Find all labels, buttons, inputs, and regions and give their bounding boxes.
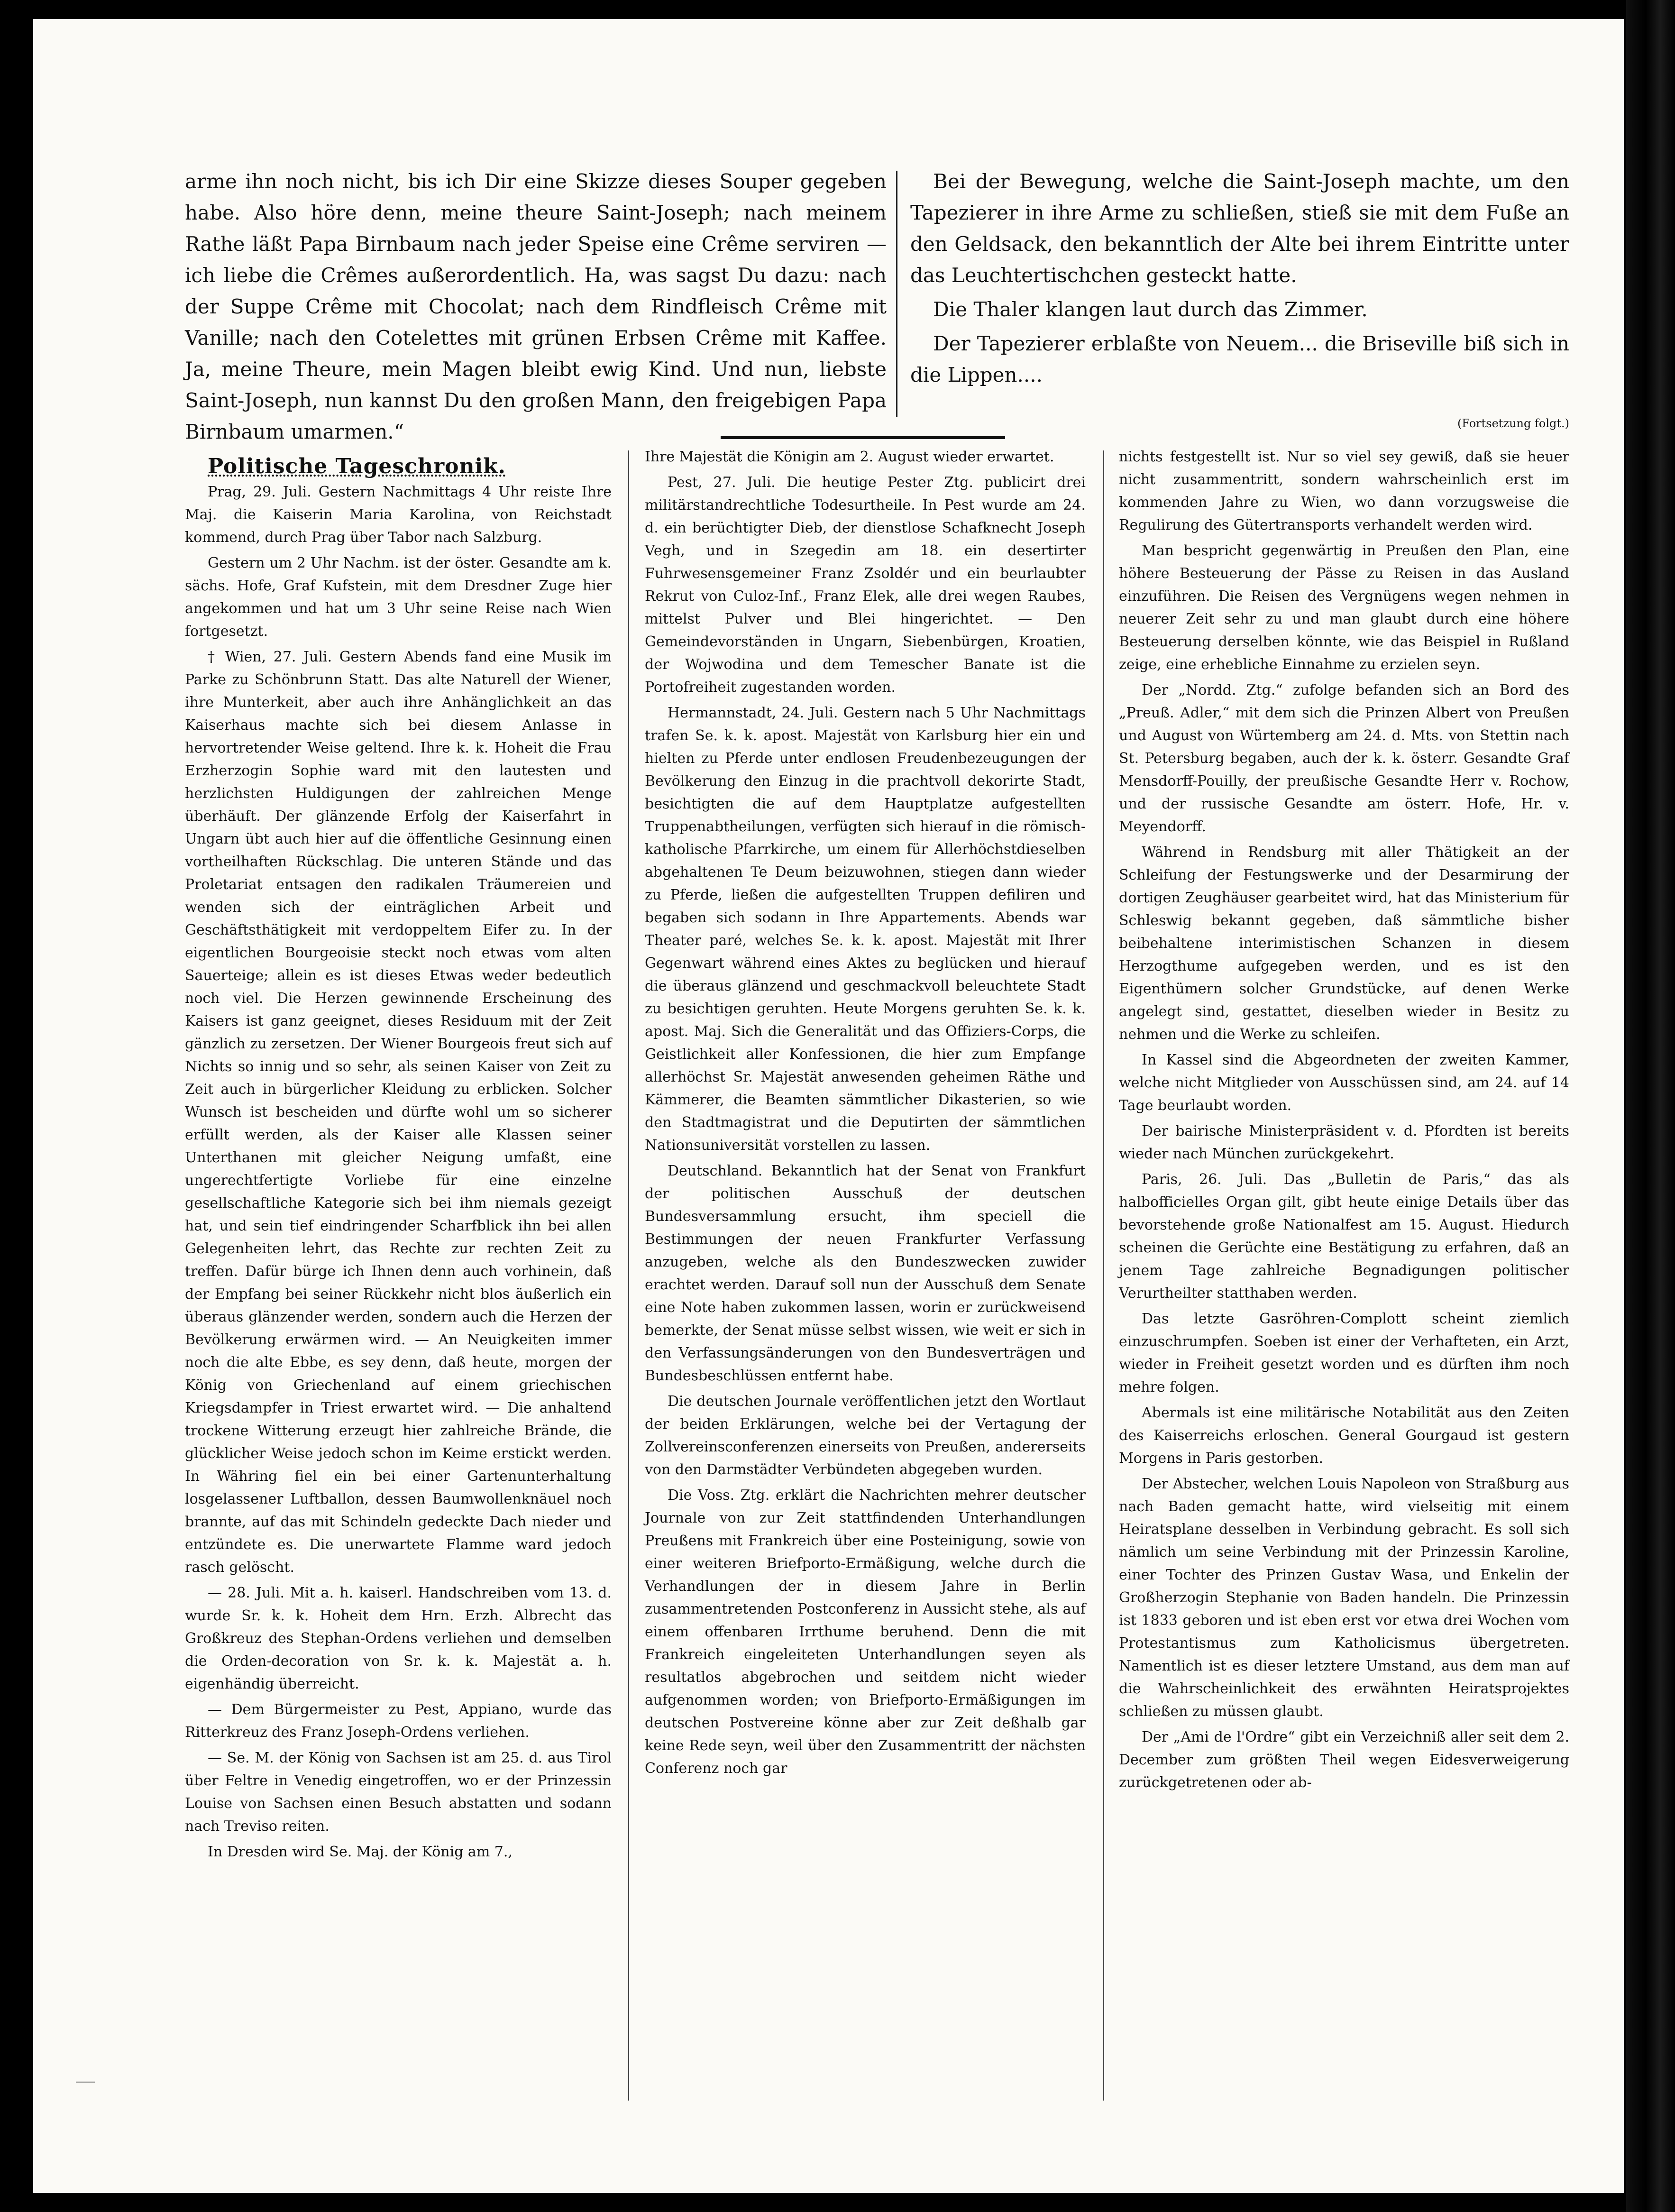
news-paragraph: — 28. Juli. Mit a. h. kaiserl. Handschreiben vom 13. d. wurde Sr. k. k. Hoheit dem Hrn. Erzh. Albrecht das Großkreuz des Stephan-Ordens verliehen und demselben die Orden-decoration von Sr. k. k. Majestät a. h. eigenhändig überreicht.: [185, 1585, 612, 1692]
news-paragraph: Die Voss. Ztg. erklärt die Nachrichten mehrer deutscher Journale von zur Zeit stattfindenden Unterhandlungen Preußens mit Frankreich über eine Posteinigung, sowie von einer weiteren Briefporto-Ermäßigung, welche durch die Verhandlungen der in diesem Jahre in Berlin zusammentretenden Postconferenz in Aussicht stehe, als auf einem offenbaren Irrthume beruhend. Denn die mit Frankreich eingeleiteten Unterhandlungen seyen als resultatlos abgebrochen und seitdem nicht wieder aufgenommen worden; von Briefporto-Ermäßigungen im deutschen Postvereine könne aber zur Zeit deßhalb gar keine Rede seyn, weil über den Zusammentritt der nächsten Conferenz noch gar: [645, 1487, 1086, 1777]
column-rule: [896, 171, 897, 417]
column-rule: [1103, 450, 1104, 2101]
news-paragraph: Gestern um 2 Uhr Nachm. ist der öster. Gesandte am k. sächs. Hofe, Graf Kufstein, mit dem Dresdner Zuge hier angekommen und hat um 3 Uhr seine Reise nach Wien fortgesetzt.: [185, 555, 612, 640]
news-paragraph: Das letzte Gasröhren-Complott scheint ziemlich einzuschrumpfen. Soeben ist einer der Verhafteten, ein Arzt, wieder in Freiheit gesetzt worden und es dürften ihm noch mehre folgen.: [1119, 1311, 1569, 1395]
news-paragraph: Deutschland. Bekanntlich hat der Senat von Frankfurt der politischen Ausschuß der deutschen Bundesversammlung ersucht, ihm speciell die Bestimmungen der neuen Frankfurter Verfassung anzugeben, welche als den Bundeszwecken zuwider erachtet werden. Darauf soll nun der Ausschuß dem Senate eine Note haben zukommen lassen, worin er zurückweisend bemerkte, der Senat müsse selbst wissen, wie weit er sich in den Verfassungsänderungen von den Bundesverträgen und Bundesbeschlüssen entfernt habe.: [645, 1163, 1086, 1384]
news-paragraph: † Wien, 27. Juli. Gestern Abends fand eine Musik im Parke zu Schönbrunn Statt. Das alte Naturell der Wiener, ihre Munterkeit, aber auch ihre Anhänglichkeit an das Kaiserhaus machte sich bei diesem Anlasse in hervortretender Weise geltend. Ihre k. k. Hoheit die Frau Erzherzogin Sophie ward mit den lautesten und herzlichsten Huldigungen der zahlreichen Menge überhäuft. Der glänzende Erfolg der Kaiserfahrt in Ungarn übt auch hier auf die öffentliche Gesinnung einen vortheilhaften Rückschlag. Die unteren Stände und das Proletariat entsagen den radikalen Träumereien und wenden sich der einträglichen Arbeit und Geschäftsthätigkeit mit verdoppeltem Eifer zu. In der eigentlichen Bourgeoisie steckt noch etwas vom alten Sauerteige; allein es ist dieses Etwas weder bedeutlich noch viel. Die Herzen gewinnende Erscheinung des Kaisers ist ganz geeignet, dieses Residuum mit der Zeit gänzlich zu zersetzen. Der Wiener Bourgeois freut sich auf Nichts so innig und so sehr, als seinen Kaiser von Zeit zu Zeit auch in bürgerlicher Kleidung zu erblicken. Solcher Wunsch ist bescheiden und dürfte wohl um so sicherer erfüllt werden, als der Kaiser alle Klassen seiner Unterthanen mit gleicher Neigung umfaßt, eine ungerechtfertigte Vorliebe für eine einzelne gesellschaftliche Kategorie sich bei ihm niemals gezeigt hat, und sein tief eindringender Scharfblick ihn bei allen Gelegenheiten lehrt, das Rechte zur rechten Zeit zu treffen. Dafür bürge ich Ihnen denn auch vorhinein, daß der Empfang bei seiner Rückkehr nicht blos äußerlich ein überaus glänzender werden, sondern auch die Herzen der Bevölkerung erwärmen wird. — An Neuigkeiten immer noch die alte Ebbe, es sey denn, daß heute, morgen der König von Griechenland auf einem griechischen Kriegsdampfer in Triest erwartet wird. — Die anhaltend trockene Witterung erzeugt hier zahlreiche Brände, die glücklicher Weise jedoch schon im Keime erstickt werden. In Währing fiel ein bei einer Gartenunterhaltung losgelassener Luftballon, dessen Baumwollenknäuel noch brannte, auf das mit Schindeln gedeckte Dach nieder und entzündete es. Die unerwartete Flamme ward jedoch rasch gelöscht.: [185, 649, 612, 1576]
column-rule: [628, 450, 629, 2101]
news-paragraph: Pest, 27. Juli. Die heutige Pester Ztg. publicirt drei militärstandrechtliche Todesurtheile. In Pest wurde am 24. d. ein berüchtigter Dieb, der dienstlose Schafknecht Joseph Vegh, und in Szegedin am 18. ein desertirter Fuhrwesensgemeiner Franz Zsoldér und ein beurlaubter Rekrut von Culoz-Inf., Franz Elek, alle drei wegen Raubes, mittelst Pulver und Blei hingerichtet. — Den Gemeindevorständen in Ungarn, Siebenbürgen, Kroatien, der Wojwodina und dem Temescher Banate ist die Portofreiheit zugestanden worden.: [645, 474, 1086, 696]
news-paragraph: Der Abstecher, welchen Louis Napoleon von Straßburg aus nach Baden gemacht hatte, wird vielseitig mit einem Heiratsplane desselben in Verbindung gebracht. Es soll sich nämlich um seine Verbindung mit der Prinzessin Karoline, einer Tochter des Prinzen Gustav Wasa, und Enkelin der Großherzogin Stephanie von Baden handeln. Die Prinzessin ist 1833 geboren und ist eben erst vor etwa drei Wochen vom Protestantismus zum Katholicismus übergetreten. Namentlich ist es dieser letztere Umstand, aus dem man auf die Wahrscheinlichkeit des erwähnten Heiratsprojektes schließen zu müssen glaubt.: [1119, 1476, 1569, 1720]
newspaper-page: [33, 19, 1624, 2193]
news-paragraph: In Dresden wird Se. Maj. der König am 7.,: [208, 1844, 513, 1860]
serial-story-continuation-right: [910, 166, 1569, 431]
section-divider: [721, 436, 1005, 439]
story-paragraph: Die Thaler klangen laut durch das Zimmer.: [933, 298, 1368, 321]
news-paragraph: Während in Rendsburg mit aller Thätigkeit an der Schleifung der Festungswerke und der Desarmirung der dortigen Zeughäuser gearbeitet wird, hat das Ministerium für Schleswig bekannt gegeben, daß sämmtliche bisher beibehaltene interimistischen Schanzen in diesem Herzogthume aufgegeben werden, und es ist den Eigenthümern solcher Grundstücke, auf denen Werke angelegt sind, gestattet, dieselben wieder in Besitz zu nehmen und die Werke zu schleifen.: [1119, 844, 1569, 1043]
news-paragraph: Ihre Majestät die Königin am 2. August wieder erwartet.: [645, 449, 1054, 465]
news-paragraph: nichts festgestellt ist. Nur so viel sey gewiß, daß sie heuer nicht zusammentritt, sondern wahrscheinlich erst im kommenden Jahre zu Wien, wo dann vorzugsweise die Regulirung des Gütertransports verhandelt werden wird.: [1119, 449, 1569, 533]
news-column-2: [645, 446, 1086, 2143]
news-paragraph: Der „Ami de l'Ordre“ gibt ein Verzeichniß aller seit dem 2. December zum größten Theil wegen Eidesverweigerung zurückgetretenen oder ab-: [1119, 1729, 1569, 1791]
news-paragraph: Die deutschen Journale veröffentlichen jetzt den Wortlaut der beiden Erklärungen, welche bei der Vertagung der Zollvereinsconferenzen einerseits von Preußen, andererseits von den Darmstädter Verbündeten abgegeben wurden.: [645, 1393, 1086, 1478]
story-paragraph: Der Tapezierer erblaßte von Neuem... die Briseville biß sich in die Lippen....: [910, 332, 1569, 386]
news-paragraph: Der „Nordd. Ztg.“ zufolge befanden sich an Bord des „Preuß. Adler,“ mit dem sich die Prinzen Albert von Preußen und August von Würtemberg am 24. d. Mts. von Stettin nach St. Petersburg begaben, auch der k. k. österr. Gesandte Graf Mensdorff-Pouilly, der preußische Gesandte Herr v. Rochow, und der russische Gesandte am österr. Hofe, Hr. v. Meyendorff.: [1119, 682, 1569, 835]
news-column-3: [1119, 446, 1569, 2143]
section-heading: Politische Tageschronik.: [208, 454, 506, 478]
news-paragraph: Der bairische Ministerpräsident v. d. Pfordten ist bereits wieder nach München zurückgekehrt.: [1119, 1123, 1569, 1162]
serial-story-continuation-left: [185, 166, 887, 443]
page-content: [152, 152, 1593, 2143]
news-paragraph: Prag, 29. Juli. Gestern Nachmittags 4 Uhr reiste Ihre Maj. die Kaiserin Maria Karolina, von Reichstadt kommend, durch Prag über Tabor nach Salzburg.: [185, 484, 612, 546]
story-paragraph: arme ihn noch nicht, bis ich Dir eine Skizze dieses Souper gegeben habe. Also höre denn, meine theure Saint-Joseph; nach meinem Rathe läßt Papa Birnbaum nach jeder Speise eine Crême serviren — ich liebe die Crêmes außerordentlich. Ha, was sagst Du dazu: nach der Suppe Crême mit Chocolat; nach dem Rindfleisch Crême mit Vanille; nach den Cotelettes mit grünen Erbsen Crême mit Kaffee. Ja, meine Theure, mein Magen bleibt ewig Kind. Und nun, liebste Saint-Joseph, nun kannst Du den großen Mann, den freigebigen Papa Birnbaum umarmen.“: [185, 170, 887, 443]
news-paragraph: Hermannstadt, 24. Juli. Gestern nach 5 Uhr Nachmittags trafen Se. k. k. apost. Majestät von Karlsburg hier ein und hielten zu Pferde unter endlosen Freudenbezeugungen der Bevölkerung den Einzug in die prachtvoll dekorirte Stadt, besichtigten die auf dem Hauptplatze aufgestellten Truppenabtheilungen, verfügten sich hierauf in die römisch-katholische Pfarrkirche, um einem für Allerhöchstdieselben abgehaltenen Te Deum beizuwohnen, stiegen dann wieder zu Pferde, ließen die aufgestellten Truppen defiliren und begaben sich sodann in Ihre Appartements. Abends war Theater paré, welches Se. k. k. apost. Majestät mit Ihrer Gegenwart während eines Aktes zu beglücken und hierauf die überaus glänzend und geschmackvoll beleuchtete Stadt zu besichtigen geruhten. Heute Morgens geruhten Se. k. k. apost. Maj. Sich die Generalität und das Offiziers-Corps, die Geistlichkeit aller Konfessionen, die hier zum Empfange allerhöchst Sr. Majestät anwesenden geheimen Räthe und Kämmerer, die Beamten sämmtlicher Dikasterien, so wie den Stadtmagistrat und die Deputirten der sämmtlichen Nationsuniversität vorstellen zu lassen.: [645, 705, 1086, 1154]
scan-edge: [1626, 0, 1675, 2212]
news-paragraph: Man bespricht gegenwärtig in Preußen den Plan, eine höhere Besteuerung der Pässe zu Reisen in das Ausland einzuführen. Die Reisen des Vergnügens wegen nehmen in neuerer Zeit sehr zu und man glaubt durch eine höhere Besteuerung derselben könnte, wie das Beispiel in Rußland zeige, eine erhebliche Einnahme zu erzielen seyn.: [1119, 542, 1569, 673]
news-paragraph: — Dem Bürgermeister zu Pest, Appiano, wurde das Ritterkreuz des Franz Joseph-Ordens verliehen.: [185, 1701, 612, 1741]
news-paragraph: Abermals ist eine militärische Notabilität aus den Zeiten des Kaiserreichs erloschen. General Gourgaud ist gestern Morgens in Paris gestorben.: [1119, 1404, 1569, 1467]
news-paragraph: In Kassel sind die Abgeordneten der zweiten Kammer, welche nicht Mitglieder von Ausschüssen sind, am 24. auf 14 Tage beurlaubt worden.: [1119, 1052, 1569, 1114]
continuation-note: (Fortsetzung folgt.): [1457, 417, 1569, 430]
news-column-1: [185, 455, 612, 2143]
margin-mark: [76, 2082, 95, 2083]
news-paragraph: Paris, 26. Juli. Das „Bulletin de Paris,“ das als halbofficielles Organ gilt, gibt heute einige Details über das bevorstehende große Nationalfest am 15. August. Hiedurch scheinen die Gerüchte eine Bestätigung zu erfahren, daß an jenem Tage zahlreiche Begnadigungen politischer Verurtheilter statthaben werden.: [1119, 1171, 1569, 1302]
news-paragraph: — Se. M. der König von Sachsen ist am 25. d. aus Tirol über Feltre in Venedig eingetroffen, wo er der Prinzessin Louise von Sachsen einen Besuch abstatten und sodann nach Treviso reiten.: [185, 1750, 612, 1835]
story-paragraph: Bei der Bewegung, welche die Saint-Joseph machte, um den Tapezierer in ihre Arme zu schließen, stieß sie mit dem Fuße an den Geldsack, den bekanntlich der Alte bei ihrem Eintritte unter das Leuchtertischchen gesteckt hatte.: [910, 170, 1569, 287]
